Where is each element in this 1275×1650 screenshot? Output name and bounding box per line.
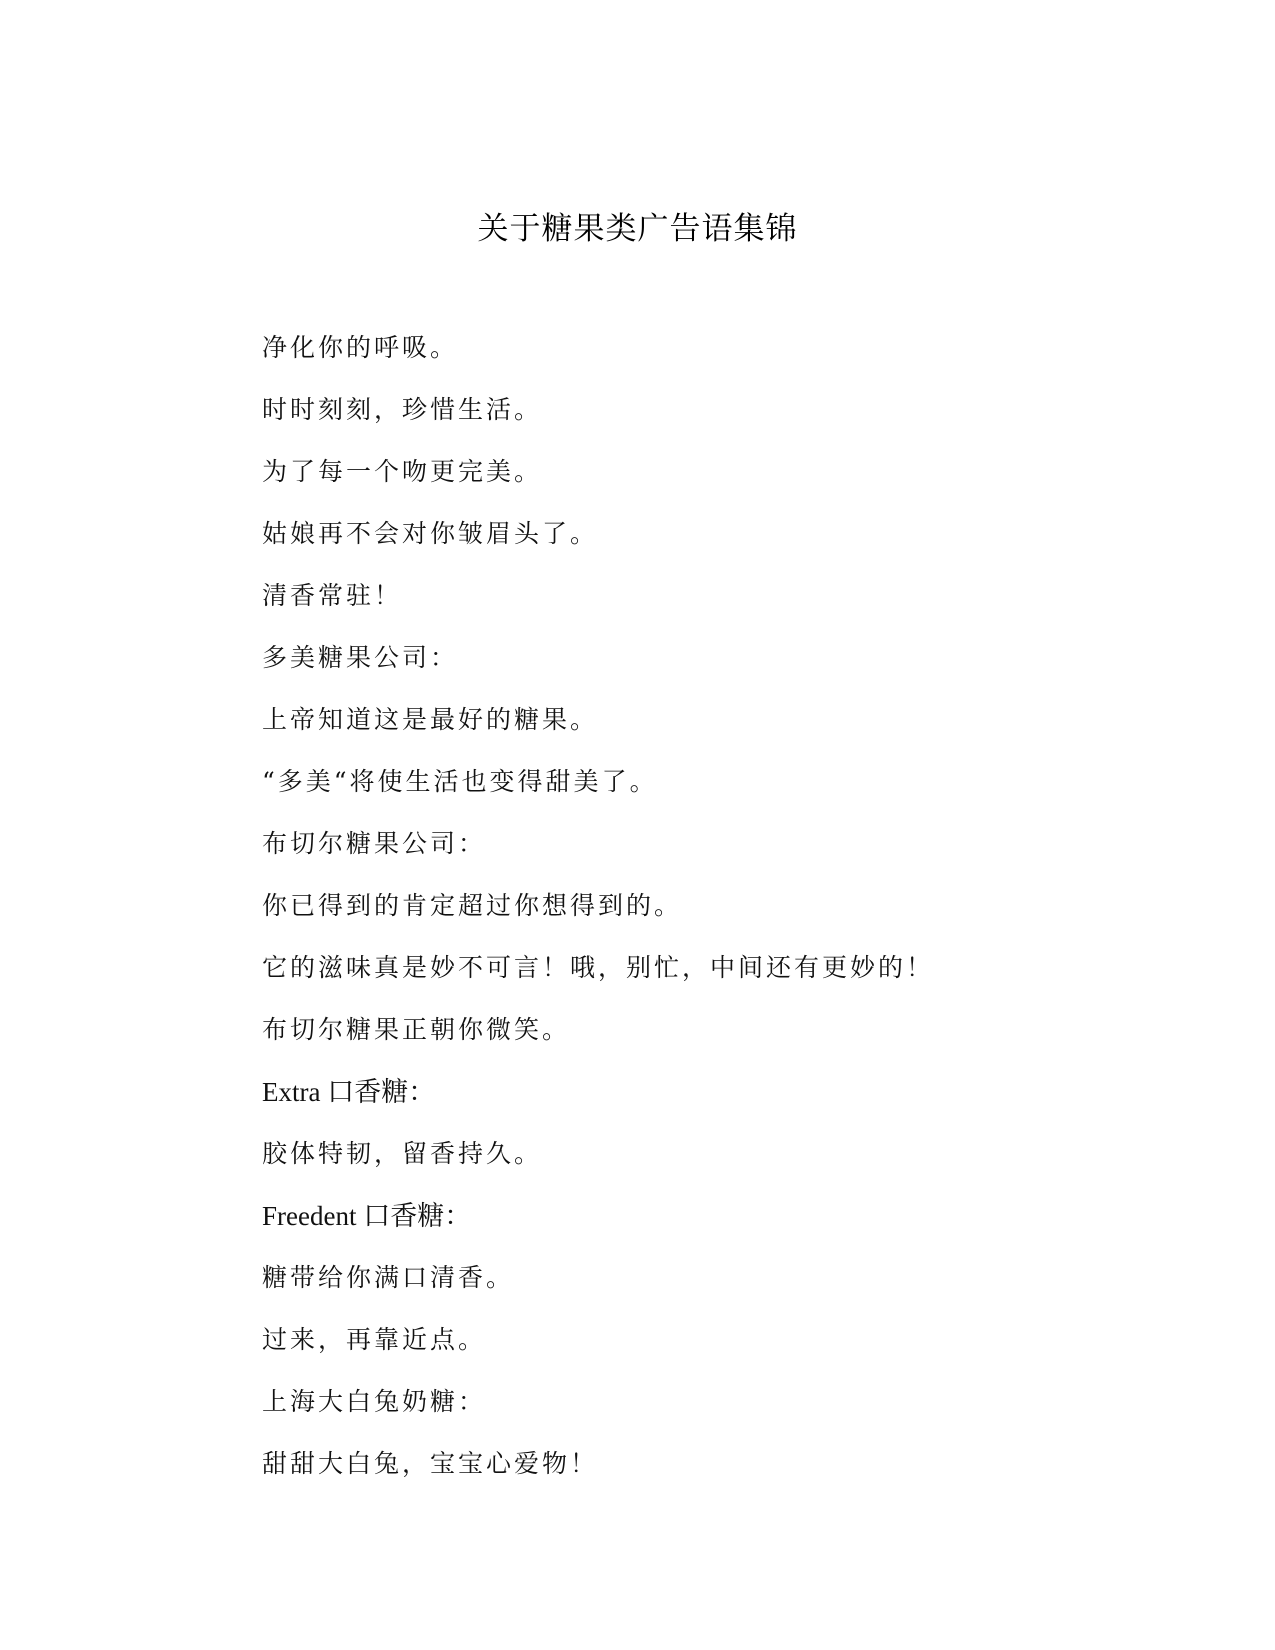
slogan-line: 它的滋味真是妙不可言！哦，别忙，中间还有更妙的！: [262, 953, 935, 982]
brand-heading: 布切尔糖果公司：: [262, 829, 487, 858]
slogan-line: 糖带给你满口清香。: [262, 1263, 515, 1292]
slogan-line: 上帝知道这是最好的糖果。: [262, 705, 599, 734]
slogan-line: 胶体特韧，留香持久。: [262, 1139, 543, 1168]
brand-heading: Freedent 口香糖：: [262, 1201, 472, 1231]
document-title: 关于糖果类广告语集锦: [477, 211, 798, 247]
slogan-line: 清香常驻！: [262, 581, 403, 610]
brand-heading: 多美糖果公司：: [262, 643, 459, 672]
slogan-line: 净化你的呼吸。: [262, 333, 459, 362]
slogan-line: 过来，再靠近点。: [262, 1325, 487, 1354]
brand-heading: 上海大白兔奶糖：: [262, 1387, 487, 1416]
slogan-line: 布切尔糖果正朝你微笑。: [262, 1015, 571, 1044]
slogan-line: 为了每一个吻更完美。: [262, 457, 543, 486]
slogan-line: 姑娘再不会对你皱眉头了。: [262, 519, 599, 548]
slogan-line: 甜甜大白兔，宝宝心爱物！: [262, 1449, 599, 1478]
slogan-line: 时时刻刻，珍惜生活。: [262, 395, 543, 424]
slogan-list: [262, 328, 1042, 1506]
slogan-line: 你已得到的肯定超过你想得到的。: [262, 891, 683, 920]
slogan-line: “多美“将使生活也变得甜美了。: [262, 767, 658, 796]
brand-heading: Extra 口香糖：: [262, 1077, 436, 1107]
